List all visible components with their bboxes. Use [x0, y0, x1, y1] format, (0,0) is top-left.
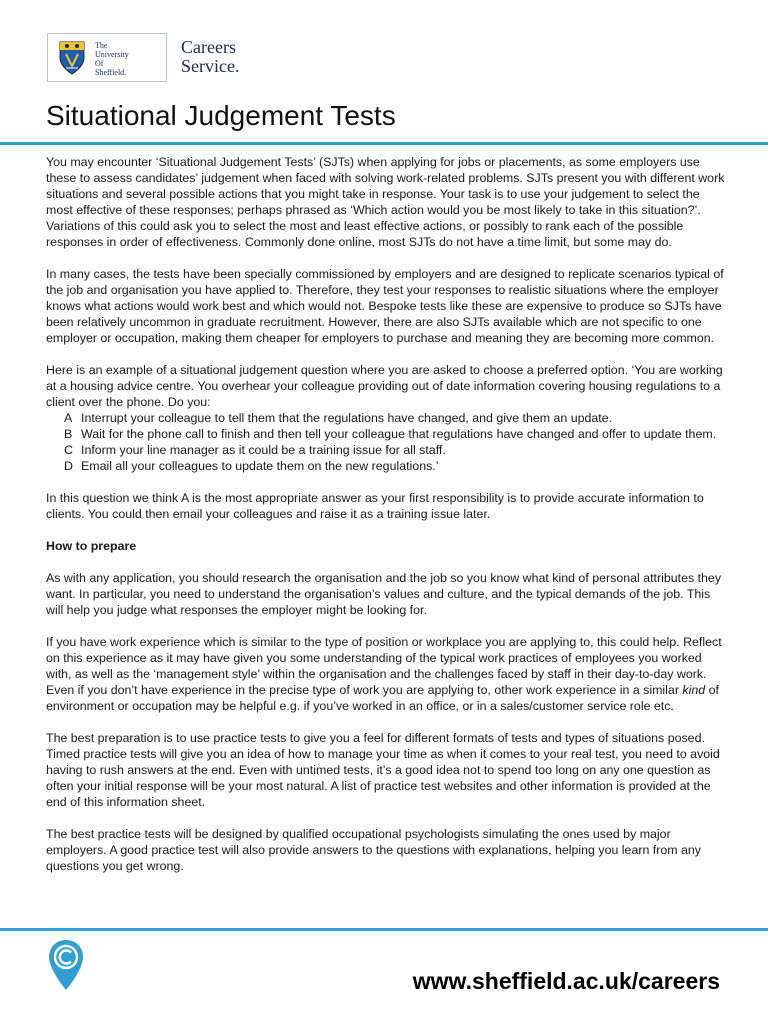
- university-logo: [47, 33, 167, 82]
- university-line: Sheffield.: [95, 68, 127, 77]
- option-text: Interrupt your colleague to tell them that the regulations have changed, and give them an update.: [81, 411, 613, 425]
- option-item: [46, 458, 726, 474]
- option-letter: B: [64, 427, 73, 441]
- bottom-divider: [0, 928, 768, 931]
- option-item: [46, 410, 726, 426]
- careers-website-link[interactable]: www.sheffield.ac.uk/careers: [412, 968, 720, 994]
- text-run: If you have work experience which is similar to the type of position or workplace you are applying to, this could help. Reflect on this experience as it may have given you some understanding of the typical work practices of employees you worked with, as well as the ‘management style’ within the organisation and the challenges faced by staff in their day-to-day work. Even if you don’t have experience in the precise type of work you are applying to, other work experience in a similar: [46, 635, 722, 697]
- option-text: Inform your line manager as it could be a training issue for all staff.: [81, 443, 446, 457]
- option-letter: A: [64, 411, 73, 425]
- option-item: [46, 442, 726, 458]
- main-content: [46, 154, 726, 890]
- option-text: Wait for the phone call to finish and then tell your colleague that regulations have changed and offer to update them.: [81, 427, 717, 441]
- example-options: [46, 410, 726, 474]
- practice-tests-paragraph: The best preparation is to use practice tests to give you a feel for different formats of tests and types of situations posed. Timed practice tests will give you an idea of how to manage your time as when it comes to your real test, you need to avoid having to rush answers at the end. Even with untimed tests, it’s a good idea not to spend too long on any one question as often your initial response will be your most natural. A list of practice test websites and other information is provided at the end of this information sheet.: [46, 731, 720, 809]
- intro-paragraph: You may encounter ‘Situational Judgement Tests’ (SJTs) when applying for jobs or placements, as some employers use these to assess candidates’ judgement when faced with solving work-related problems. SJTs present you with different work situations and several possible actions that you might take in response. Your task is to use your judgement to select the most effective of these responses; perhaps phrased as ‘Which action would you be most likely to take in this situation?’. Variations of this could ask you to select the most and least effective actions, or possibly to rank each of the possible responses in order of effectiveness. Commonly done online, most SJTs do not have a time limit, but some may do.: [46, 155, 725, 249]
- best-practice-paragraph: The best practice tests will be designed by qualified occupational psychologists simulating the ones used by major employers. A good practice test will also provide answers to the questions with explanations, helping you learn from any questions you get wrong.: [46, 827, 701, 873]
- university-line: Of: [95, 59, 104, 68]
- option-text: Email all your colleagues to update them on the new regulations.’: [81, 459, 439, 473]
- option-item: [46, 426, 726, 442]
- careers-pin-icon: [47, 938, 85, 992]
- university-line: University: [95, 50, 129, 59]
- top-divider: [0, 142, 768, 145]
- careers-service-logo: [181, 38, 239, 76]
- crest-icon: [58, 40, 86, 76]
- text-run: of environment or occupation may be helpful e.g. if you’ve worked in an office, or in a sales/customer service role etc.: [46, 683, 719, 713]
- university-name: [95, 41, 129, 77]
- work-experience-paragraph: [46, 634, 726, 714]
- page-title: Situational Judgement Tests: [46, 100, 396, 131]
- example-paragraph: Here is an example of a situational judgement question where you are asked to choose a preferred option. ‘You are working at a housing advice centre. You overhear your colleague providing out of date information covering housing regulations to a client over the phone. Do you:: [46, 363, 723, 409]
- university-line: The: [95, 41, 108, 50]
- commissioned-paragraph: In many cases, the tests have been specially commissioned by employers and are designed to replicate scenarios typical of the job and organisation you have applied to. Therefore, they test your responses to realistic situations where the employer knows what actions would work best and which would not. Bespoke tests like these are expensive to produce so SJTs have been relatively uncommon in graduate recruitment. However, there are also SJTs available which are not specific to one employer or occupation, making them cheaper for employers to purchase and meaning they are becoming more common.: [46, 267, 724, 345]
- option-letter: C: [64, 443, 73, 457]
- answer-paragraph: In this question we think A is the most appropriate answer as your first responsibility is to provide accurate information to clients. You could then email your colleagues and raise it as a training issue later.: [46, 491, 704, 521]
- careers-line: Service.: [181, 56, 240, 76]
- how-to-prepare-heading: How to prepare: [46, 539, 137, 553]
- prepare-paragraph: As with any application, you should research the organisation and the job so you know what kind of personal attributes they want. In particular, you need to understand the organisation’s values and culture, and the typical demands of the job. This will help you judge what responses the employer might be looking for.: [46, 571, 722, 617]
- careers-line: Careers: [181, 37, 236, 57]
- italic-text: kind: [682, 683, 706, 697]
- option-letter: D: [64, 459, 73, 473]
